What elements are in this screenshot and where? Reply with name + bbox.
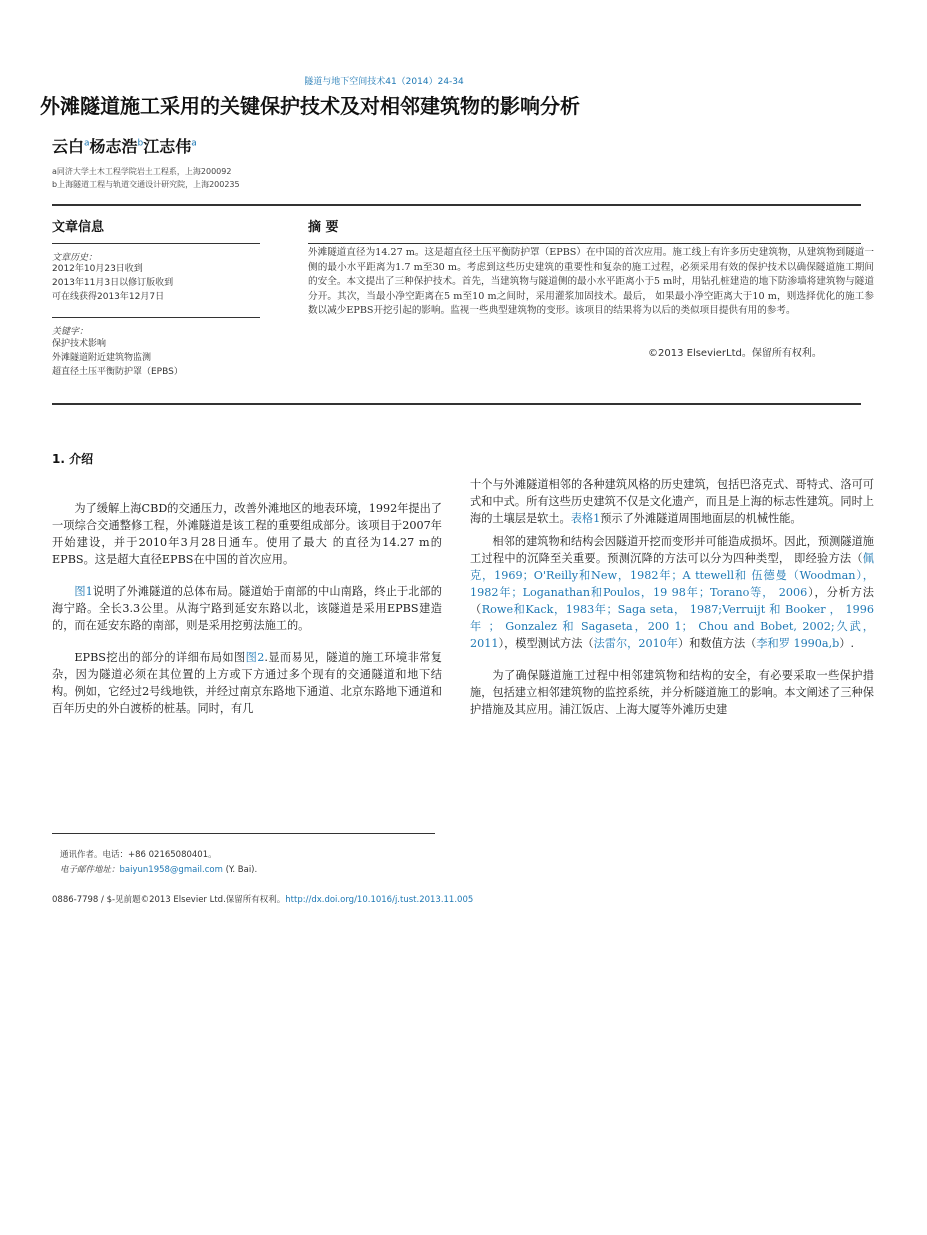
paragraph xyxy=(470,533,874,652)
paragraph: 为了确保隧道施工过程中相邻建筑物和结构的安全，有必要采取一些保护措施，包括建立相邻建筑物的监控系统，并分析隧道施工的影响。本文阐述了三种保护措施及其应用。浦江饭店、上海大厦等外滩历史建 xyxy=(470,669,874,716)
author-affiliation-mark[interactable]: b xyxy=(137,138,144,149)
paragraph-text: 相邻的建筑物和结构会因隧道开挖而变形并可能造成损坏。因此，预测隧道施工过程中的沉降至关重要。预测沉降的方法可以分为四种类型， 即经验方法（ xyxy=(470,535,874,565)
citation-link[interactable]: 佩克，1969；O'Reilly和New，1982年；A ttewell和 伍德曼（Woodman），1982年；Loganathan和Poulos，19 98年；Torano等， 2006 xyxy=(470,552,874,599)
history-item: 可在线获得2013年12月7日 xyxy=(52,292,165,302)
keyword: 保护技术影响 xyxy=(52,339,107,349)
section-heading: 1. 介绍 xyxy=(52,452,94,466)
history-label: 文章历史： xyxy=(52,253,98,263)
author-list xyxy=(52,134,197,157)
paragraph-text: .显而易见，隧道的施工环境非常复杂，因为隧道必须在其位置的上方或下方通过多个现有的交通隧道和地下结构。例如，它经过2号线地铁，并经过南京东路地下通道、北京东路地下通道和百年历史的外白渡桥的桩基。同时，有几 xyxy=(52,651,442,715)
author-name[interactable]: 江志伟 xyxy=(143,137,192,156)
divider xyxy=(52,403,861,405)
issn-line xyxy=(52,893,473,905)
email-note xyxy=(60,863,257,875)
figure-link[interactable]: 图1 xyxy=(74,585,93,598)
figure-link[interactable]: 图2 xyxy=(245,651,265,664)
paragraph-text: 十个与外滩隧道相邻的各种建筑风格的历史建筑，包括巴洛克式、哥特式、洛可可式和中式。所有这些历史建筑不仅是文化遗产，而且是上海的标志性建筑。同时上海的土壤层是软土。 xyxy=(470,478,874,525)
divider xyxy=(308,243,861,244)
abstract-heading: 摘 要 xyxy=(308,220,339,235)
paragraph xyxy=(52,583,442,634)
paragraph-text: ），分析方法（ xyxy=(470,586,874,616)
paragraph-text: ）. xyxy=(839,637,855,650)
paragraph xyxy=(470,476,874,527)
citation-link[interactable]: 李和罗 1990a,b xyxy=(756,637,840,650)
affiliation: b上海隧道工程与轨道交通设计研究院，上海200235 xyxy=(52,180,240,189)
email-label: 电子邮件地址： xyxy=(60,865,120,875)
paragraph: 为了缓解上海CBD的交通压力，改善外滩地区的地表环境，1992年提出了一项综合交通整修工程，外滩隧道是该工程的重要组成部分。该项目于2007年开始建设，并于2010年3月28日通车。使用了最大 的直径为14.27 m的EPBS。这是超大直径EPBS在中国的首次应用。 xyxy=(52,502,442,566)
right-column xyxy=(470,476,874,718)
email-suffix: (Y. Bai). xyxy=(225,865,258,875)
footnote-divider xyxy=(52,833,435,834)
abstract-text: 外滩隧道直径为14.27 m。这是超直径土压平衡防护罩（EPBS）在中国的首次应用。施工线上有许多历史建筑物，从建筑物到隧道一侧的最小水平距离为1.7 m至30 m。考虑到这些历史建筑的重要性和复杂的施工过程，必须采用有效的保护技术以确保隧道施工期间的安全。本文提出了三种保护技术。首先，当建筑物与隧道侧的最小水平距离小于5 m时，用钻孔桩建造的地下防渗墙将建筑物与隧道分开。其次，当最小净空距离在5 m至10 m之间时，采用灌浆加固技术。最后， 如果最小净空距离大于10 m，则选择优化的施工参数以减少EPBS开挖引起的影响。监视一些典型建筑物的变形。该项目的结果将为以后的类似项目提供有用的参考。 xyxy=(308,247,874,317)
history-item: 2012年10月23日收到 xyxy=(52,264,143,274)
paper-title: 外滩隧道施工采用的关键保护技术及对相邻建筑物的影响分析 xyxy=(40,94,580,118)
author-affiliation-mark[interactable]: a xyxy=(84,138,90,149)
author-affiliation-mark[interactable]: a xyxy=(191,138,197,149)
affiliation: a同济大学土木工程学院岩土工程系，上海200092 xyxy=(52,167,232,176)
divider xyxy=(52,243,260,244)
author-name[interactable]: 云白 xyxy=(52,137,85,156)
corresponding-author-note: 通讯作者。电话：+86 02165080401。 xyxy=(60,850,217,860)
divider xyxy=(52,204,861,206)
citation-link[interactable]: 法雷尔，2010年 xyxy=(593,637,678,650)
divider xyxy=(52,317,260,318)
doi-link[interactable]: http://dx.doi.org/10.1016/j.tust.2013.11.005 xyxy=(285,895,474,905)
paragraph-text: ）和数值方法（ xyxy=(678,637,757,650)
issn-text: 0886-7798 / $-见前题©2013 Elsevier Ltd.保留所有权利。 xyxy=(52,895,286,905)
table-link[interactable]: 表格1 xyxy=(570,512,601,525)
keyword: 超直径土压平衡防护罩（EPBS） xyxy=(52,367,183,377)
author-name[interactable]: 杨志浩 xyxy=(89,137,138,156)
paragraph-text: 说明了外滩隧道的总体布局。隧道始于南部的中山南路，终止于北部的海宁路。全长3.3公里。从海宁路到延安东路以北，该隧道是采用EPBS建造的，而在延安东路的南部，则是采用挖剪法施工的。 xyxy=(52,585,442,632)
email-link[interactable]: baiyun1958@gmail.com xyxy=(119,865,223,875)
journal-citation[interactable]: 隧道与地下空间技术41（2014）24-34 xyxy=(304,77,464,87)
paragraph-text: EPBS挖出的部分的详细布局如图 xyxy=(74,651,246,664)
keywords-label: 关键字： xyxy=(52,327,89,337)
keyword: 外滩隧道附近建筑物监测 xyxy=(52,353,152,363)
abstract-copyright: ©2013 ElsevierLtd。保留所有权利。 xyxy=(648,348,822,359)
paragraph-text: ），模型测试方法（ xyxy=(498,637,594,650)
paragraph xyxy=(52,649,442,717)
citation-link[interactable]: Rowe和Kack，1983年；Saga seta， 1987;Verruijt 和 Booker ， 1996 年 ； Gonzalez 和 Sagaseta，200 1； Chou and Bobet, 2002;久武，2011 xyxy=(470,603,874,650)
left-column xyxy=(52,500,442,717)
article-info-heading: 文章信息 xyxy=(52,220,105,235)
paragraph-text: 预示了外滩隧道周围地面层的机械性能。 xyxy=(600,512,802,525)
history-item: 2013年11月3日以修订版收到 xyxy=(52,278,174,288)
